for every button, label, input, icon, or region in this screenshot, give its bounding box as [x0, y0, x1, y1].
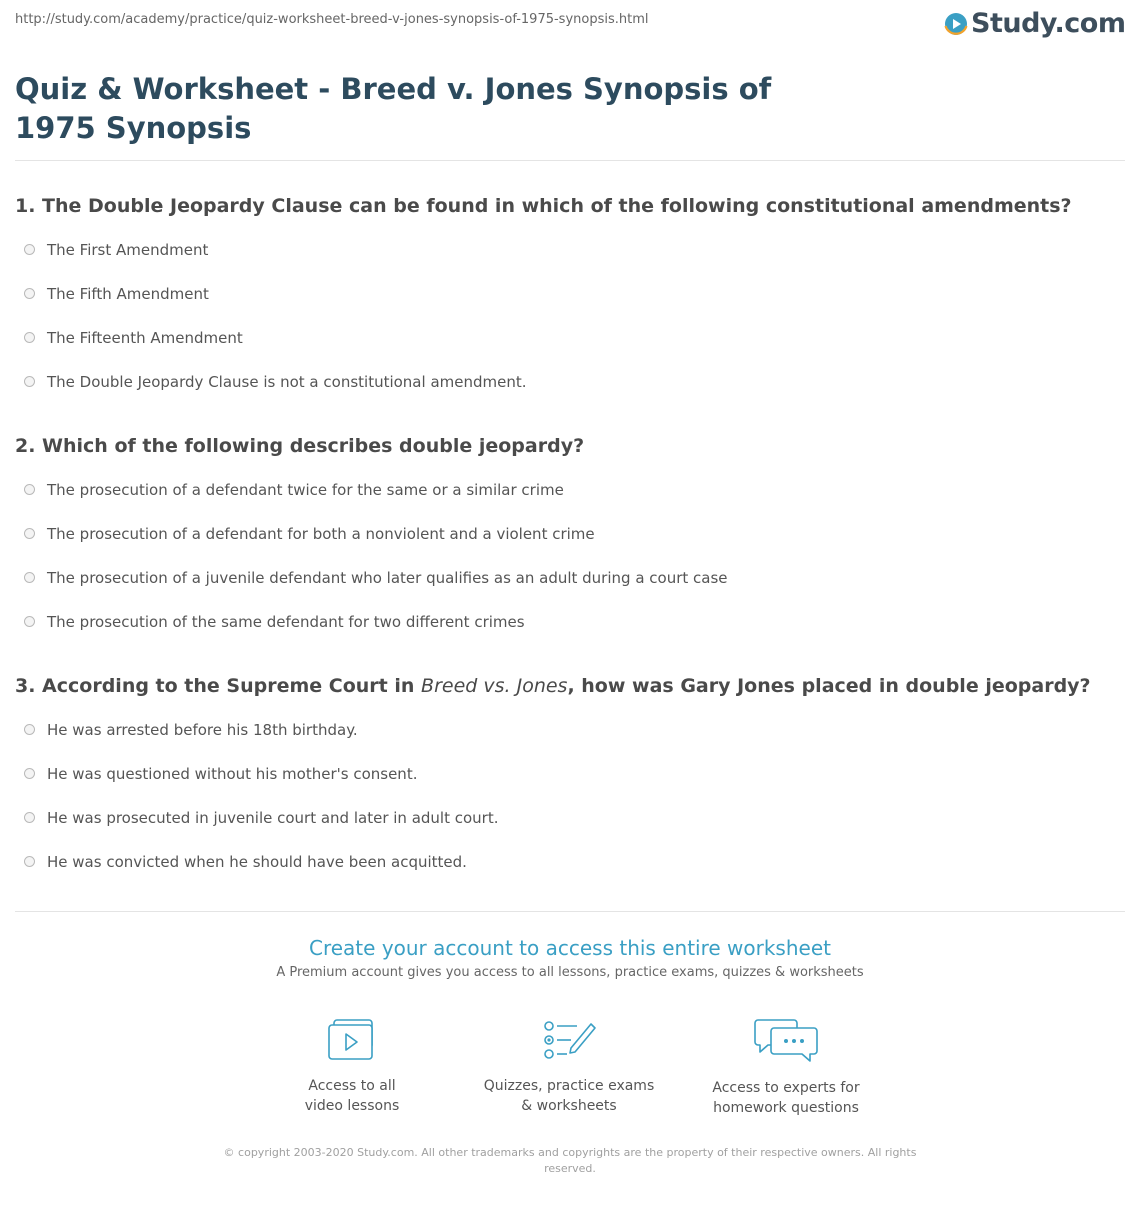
answer-option[interactable]: He was prosecuted in juvenile court and later in adult court.	[15, 808, 1125, 852]
question-3	[15, 674, 1125, 896]
answer-option[interactable]: The prosecution of the same defendant for two different crimes	[15, 612, 1125, 656]
answer-option[interactable]: The Double Jeopardy Clause is not a constitutional amendment.	[15, 372, 1125, 416]
answer-option[interactable]: The Fifth Amendment	[15, 284, 1125, 328]
radio-button[interactable]	[24, 376, 35, 387]
answer-option[interactable]: The prosecution of a juvenile defendant who later qualifies as an adult during a court case	[15, 568, 1125, 612]
study-logo[interactable]	[944, 8, 1125, 39]
answer-list	[15, 720, 1125, 896]
radio-button[interactable]	[24, 572, 35, 583]
page-url: http://study.com/academy/practice/quiz-worksheet-breed-v-jones-synopsis-of-1975-synopsis.html	[15, 12, 649, 27]
play-logo-icon	[944, 12, 968, 36]
feature-label: Access to all video lessons	[304, 1078, 400, 1114]
radio-button[interactable]	[24, 288, 35, 299]
copyright-notice: © copyright 2003-2020 Study.com. All other trademarks and copyrights are the property of their respective owners. All rights reserved.	[223, 1146, 917, 1175]
question-text: 3. According to the Supreme Court in Breed vs. Jones, how was Gary Jones placed in double jeopardy?	[15, 675, 1091, 697]
question-1	[15, 194, 1125, 416]
question-text: 1. The Double Jeopardy Clause can be found in which of the following constitutional amendments?	[15, 195, 1072, 217]
feature-label: Quizzes, practice exams & worksheets	[483, 1078, 655, 1114]
quiz-checklist-icon	[541, 1018, 597, 1062]
question-2	[15, 434, 1125, 656]
radio-button[interactable]	[24, 616, 35, 627]
feature-label: Access to experts for homework questions	[712, 1080, 860, 1116]
signup-cta	[0, 935, 1140, 980]
cta-subtitle: A Premium account gives you access to all lessons, practice exams, quizzes & worksheets	[276, 965, 864, 980]
cta-title-link[interactable]: Create your account to access this entire worksheet	[309, 936, 831, 960]
cta-divider	[15, 911, 1125, 912]
answer-option[interactable]: The prosecution of a defendant twice for the same or a similar crime	[15, 480, 1125, 524]
radio-button[interactable]	[24, 484, 35, 495]
feature-quizzes	[469, 1018, 669, 1116]
expert-chat-icon	[754, 1018, 818, 1064]
radio-button[interactable]	[24, 812, 35, 823]
answer-option[interactable]: The Fifteenth Amendment	[15, 328, 1125, 372]
answer-option[interactable]: He was convicted when he should have been acquitted.	[15, 852, 1125, 896]
answer-option[interactable]: The prosecution of a defendant for both a nonviolent and a violent crime	[15, 524, 1125, 568]
question-text: 2. Which of the following describes double jeopardy?	[15, 435, 585, 457]
radio-button[interactable]	[24, 244, 35, 255]
feature-video-lessons	[252, 1018, 452, 1116]
logo-text: Study.com	[971, 8, 1126, 39]
answer-option[interactable]: The First Amendment	[15, 240, 1125, 284]
page-title: Quiz & Worksheet - Breed v. Jones Synopsis of 1975 Synopsis	[15, 72, 772, 145]
radio-button[interactable]	[24, 528, 35, 539]
feature-experts	[686, 1018, 886, 1118]
video-lessons-icon	[324, 1018, 380, 1062]
title-divider	[15, 160, 1125, 161]
radio-button[interactable]	[24, 768, 35, 779]
radio-button[interactable]	[24, 332, 35, 343]
answer-option[interactable]: He was questioned without his mother's consent.	[15, 764, 1125, 808]
radio-button[interactable]	[24, 724, 35, 735]
radio-button[interactable]	[24, 856, 35, 867]
case-name: Breed vs. Jones	[421, 675, 568, 697]
answer-option[interactable]: He was arrested before his 18th birthday.	[15, 720, 1125, 764]
answer-list	[15, 240, 1125, 416]
answer-list	[15, 480, 1125, 656]
